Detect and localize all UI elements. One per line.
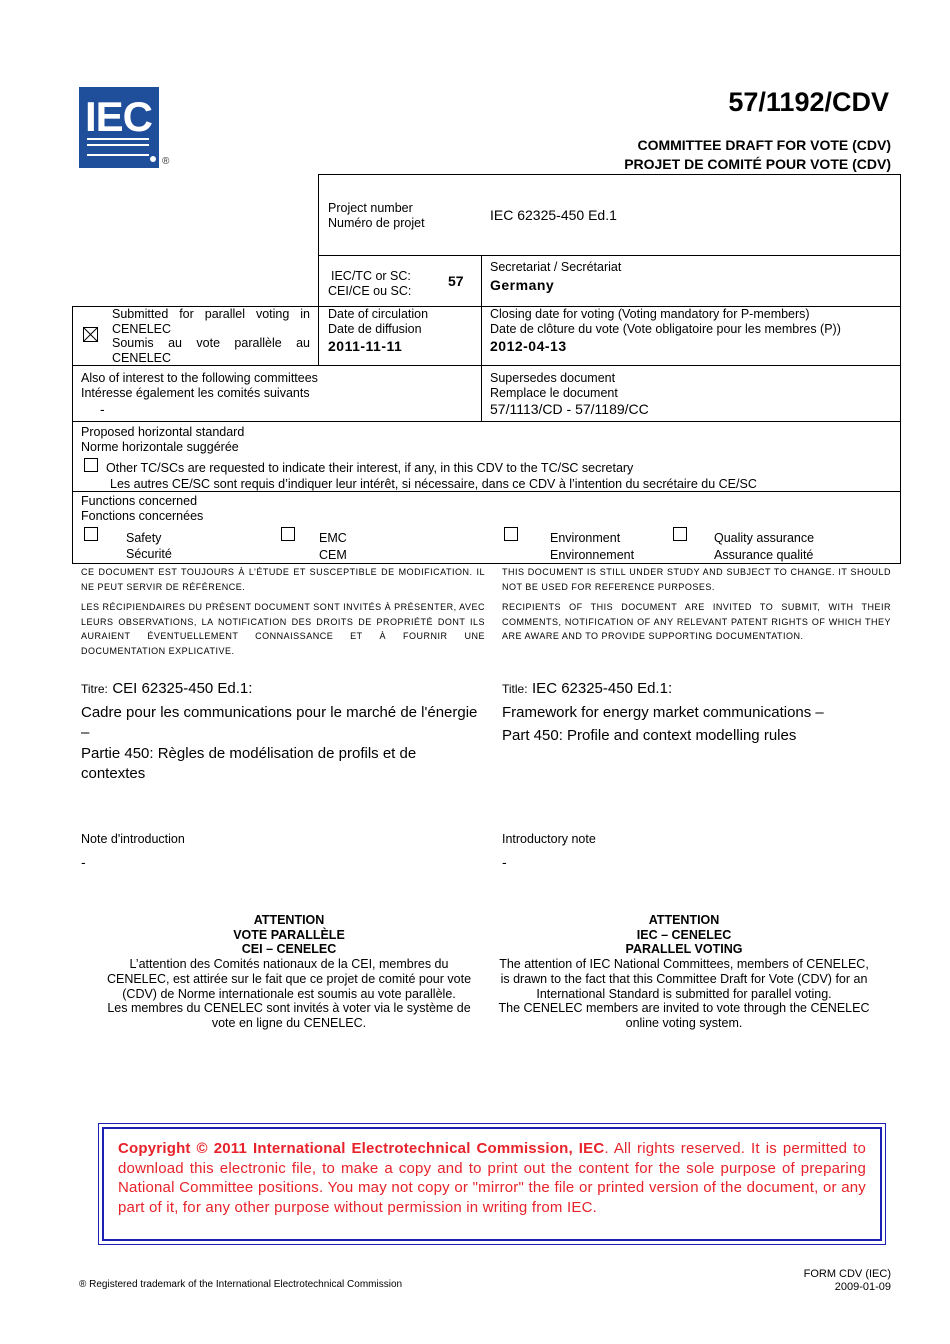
title-fr-block <box>81 680 481 698</box>
notice-patent-en: RECIPIENTS OF THIS DOCUMENT ARE INVITED TO SUBMIT, WITH THEIR COMMENTS, NOTIFICATION OF ANY RELEVANT PATENT RIGHTS OF WHICH THEY ARE AWARE AND TO PROVIDE SUPPORTING DOCUMENTATION. <box>502 602 891 641</box>
doc-type-fr: PROJET DE COMITÉ POUR VOTE (CDV) <box>624 156 891 172</box>
parallel-voting-en: Submitted for parallel voting in CENELEC <box>112 307 310 336</box>
title-en-label: Title: <box>502 682 528 696</box>
interest-label-en: Also of interest to the following committees <box>81 371 318 385</box>
horizontal-label-en: Proposed horizontal standard <box>81 425 245 439</box>
project-label-en: Project number <box>328 201 413 215</box>
copyright-text <box>118 1139 866 1217</box>
function-safety-fr: Sécurité <box>126 547 172 561</box>
title-fr-line2: Partie 450: Règles de modélisation de profils et de contextes <box>81 745 417 782</box>
title-en-main: IEC 62325-450 Ed.1: <box>532 680 673 697</box>
emc-checkbox[interactable] <box>281 527 295 541</box>
title-fr-main: CEI 62325-450 Ed.1: <box>112 680 253 697</box>
function-emc-fr: CEM <box>319 548 347 562</box>
horizontal-label-fr: Norme horizontale suggérée <box>81 440 239 454</box>
title-fr-label: Titre: <box>81 682 108 696</box>
functions-label-en: Functions concerned <box>81 494 198 508</box>
attention-en-h2: IEC – CENELEC <box>636 927 732 942</box>
notice-patent-fr: LES RÉCIPIENDAIRES DU PRÉSENT DOCUMENT SONT INVITÉS À PRÉSENTER, AVEC LEURS OBSERVATIONS, LA NOTIFICATION DES DROITS DE PROPRIÉTÉ DONT ILS AURAIENT ÉVENTUELLEMENT CONNAISSANCE ET À FOURNIR UNE DOCUMENTATION EXPLICATIVE. <box>81 602 485 656</box>
attention-fr-h3: CEI – CENELEC <box>241 942 337 957</box>
secretariat-label: Secretariat / Secrétariat <box>490 260 622 274</box>
function-environment-fr: Environnement <box>550 548 635 562</box>
closing-label-en: Closing date for voting (Voting mandatory for P-members) <box>490 307 810 321</box>
notice-study-en: THIS DOCUMENT IS STILL UNDER STUDY AND SUBJECT TO CHANGE. IT SHOULD NOT BE USED FOR REFERENCE PURPOSES. <box>502 567 891 592</box>
attention-en-h3: PARALLEL VOTING <box>625 942 743 957</box>
quality-assurance-checkbox[interactable] <box>673 527 687 541</box>
function-quality-en: Quality assurance <box>714 531 815 545</box>
circulation-label-fr: Date de diffusion <box>328 322 422 336</box>
horizontal-note-en: Other TC/SCs are requested to indicate their interest, if any, in this CDV to the TC/SC secretary <box>106 461 634 475</box>
interest-label-fr: Intéresse également les comités suivants <box>81 386 310 400</box>
copyright-bold: Copyright © 2011 International Electrotechnical Commission, IEC <box>118 1140 605 1157</box>
closing-date: 2012-04-13 <box>490 338 567 354</box>
project-label-fr: Numéro de projet <box>328 216 425 230</box>
document-number: 57/1192/CDV <box>728 87 889 117</box>
function-environment-en: Environment <box>550 531 621 545</box>
title-en-line2: Part 450: Profile and context modelling rules <box>502 727 797 744</box>
notice-study-fr: CE DOCUMENT EST TOUJOURS À L’ÉTUDE ET SUSCEPTIBLE DE MODIFICATION. IL NE PEUT SERVIR DE RÉFÉRENCE. <box>81 567 485 592</box>
attention-fr <box>104 913 474 1031</box>
title-fr-line1: Cadre pour les communications pour le marché de l'énergie – <box>81 704 478 741</box>
circulation-label-en: Date of circulation <box>328 307 429 321</box>
footer-trademark: ® Registered trademark of the International Electrotechnical Commission <box>79 1279 403 1290</box>
doc-type-en: COMMITTEE DRAFT FOR VOTE (CDV) <box>637 137 891 153</box>
circulation-date: 2011-11-11 <box>328 338 403 354</box>
function-safety-en: Safety <box>126 531 162 545</box>
supersedes-label-fr: Remplace le document <box>490 386 618 400</box>
function-quality-fr: Assurance qualité <box>714 548 814 562</box>
note-fr-value: - <box>81 854 86 870</box>
copyright-frame <box>102 1127 882 1241</box>
footer-form-id: FORM CDV (IEC) <box>803 1268 891 1280</box>
secretariat-value: Germany <box>490 277 555 293</box>
horizontal-note-fr: Les autres CE/SC sont requis d’indiquer leur intérêt, si nécessaire, dans ce CDV à l’intention du secrétaire du CE/SC <box>110 477 757 491</box>
note-en-value: - <box>502 854 507 870</box>
tc-label-en: IEC/TC or SC: <box>331 269 411 283</box>
safety-checkbox[interactable] <box>84 527 98 541</box>
copyright-box <box>98 1123 886 1245</box>
attention-en-body2: The CENELEC members are invited to vote through the CENELEC online voting system. <box>498 1001 870 1030</box>
tc-value: 57 <box>448 273 464 289</box>
title-en-line1: Framework for energy market communications – <box>502 704 824 721</box>
logo-dot-icon <box>150 156 156 162</box>
attention-en <box>494 913 874 1031</box>
closing-label-fr: Date de clôture du vote (Vote obligatoire pour les membres (P)) <box>490 322 841 336</box>
supersedes-value: 57/1113/CD - 57/1189/CC <box>490 401 649 417</box>
logo-lines-icon <box>87 138 149 156</box>
environment-checkbox[interactable] <box>504 527 518 541</box>
logo-text: IEC <box>85 93 153 140</box>
attention-en-body1: The attention of IEC National Committees, members of CENELEC, is drawn to the fact that this Committee Draft for Vote (CDV) for an International Standard is submitted for parallel voting. <box>499 957 869 1001</box>
note-fr-label: Note d'introduction <box>81 832 185 846</box>
registered-mark: ® <box>162 156 170 167</box>
function-emc-en: EMC <box>319 531 347 545</box>
footer-form-date: 2009-01-09 <box>834 1281 891 1293</box>
title-en-block <box>502 680 892 698</box>
attention-en-h1: ATTENTION <box>648 913 720 927</box>
tc-label-fr: CEI/CE ou SC: <box>328 284 412 298</box>
supersedes-label-en: Supersedes document <box>490 371 616 385</box>
parallel-voting-checkbox-checked-icon[interactable] <box>83 327 98 342</box>
iec-logo <box>79 87 159 168</box>
attention-fr-h2: VOTE PARALLÈLE <box>233 927 345 942</box>
interest-value: - <box>100 401 105 417</box>
attention-fr-body1: L’attention des Comités nationaux de la CEI, membres du CENELEC, est attirée sur le fait que ce projet de comité pour vote (CDV) de Norme internationale est soumis au vote parallèle. <box>106 957 472 1001</box>
parallel-voting-fr: Soumis au vote parallèle au CENELEC <box>112 336 310 365</box>
project-number-value: IEC 62325-450 Ed.1 <box>490 207 617 223</box>
attention-fr-h1: ATTENTION <box>253 913 325 927</box>
horizontal-standard-checkbox[interactable] <box>84 458 98 472</box>
note-en-label: Introductory note <box>502 832 596 846</box>
copyright-rest: . All rights reserved. It is permitted to download this electronic file, to make a copy and to print out the content for the sole purpose of preparing National Committee positions. You may not copy or "mirror" the file or printed version of the document, or any part of it, for any other purpose without permission in writing from IEC. <box>118 1140 866 1216</box>
attention-fr-body2: Les membres du CENELEC sont invités à voter via le système de vote en ligne du CENELEC. <box>107 1001 471 1030</box>
functions-label-fr: Fonctions concernées <box>81 509 204 523</box>
